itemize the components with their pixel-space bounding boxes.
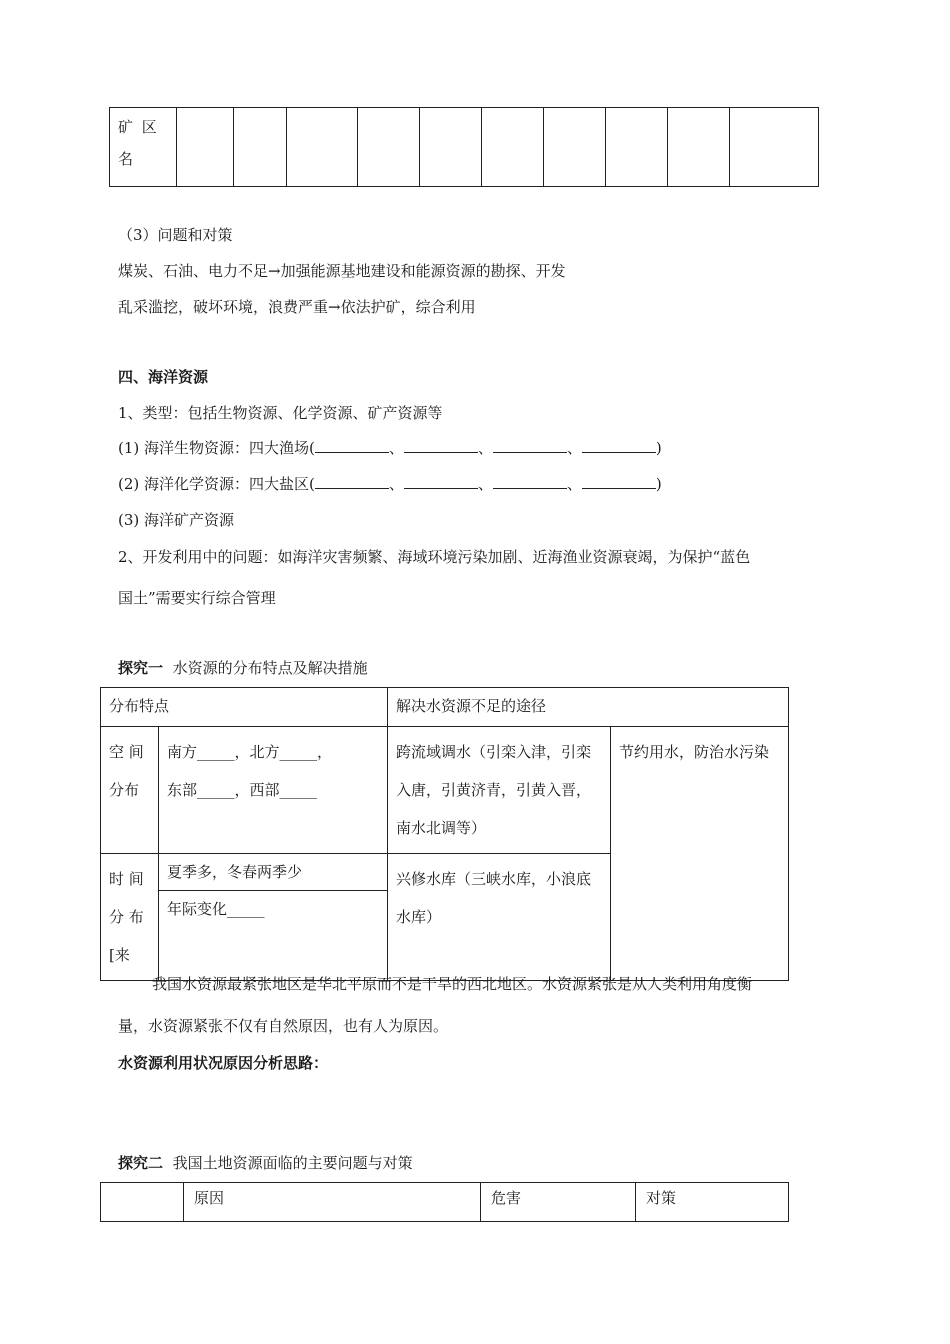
table-row: [101, 1183, 789, 1222]
separator: 、: [477, 439, 493, 457]
header-countermeasure: 对策: [636, 1183, 789, 1222]
mine-name-table: [109, 107, 819, 187]
header-distribution: 分布特点: [101, 688, 388, 727]
space-line1: 南方_____，北方_____，: [167, 743, 333, 761]
fishery-blank-3[interactable]: [493, 438, 567, 453]
section3-heading: （3）问题和对策: [118, 226, 233, 244]
row-label-line2: 名: [118, 150, 134, 168]
time-label: 时 间 分 布 [来: [101, 854, 159, 981]
ocean-problems-line1: 2、开发利用中的问题：如海洋灾害频繁、海域环境污染加剧、近海渔业资源衰竭，为保护“蓝色: [118, 548, 751, 566]
explore2-title: 我国土地资源面临的主要问题与对策: [172, 1154, 413, 1172]
land-resource-table: [100, 1182, 789, 1222]
space-label: 空 间 分布: [101, 727, 159, 854]
row-label-line1: 矿 区: [118, 118, 159, 136]
fishery-blank-4[interactable]: [582, 438, 656, 453]
row-label-cell: [110, 108, 177, 187]
fishery-blank-2[interactable]: [404, 438, 478, 453]
separator: 、: [388, 439, 404, 457]
table-cell: [420, 108, 482, 187]
explore1-label: 探究一: [118, 659, 164, 677]
table-cell: [730, 108, 819, 187]
close-paren: ): [655, 439, 662, 457]
fishery-blank-1[interactable]: [315, 438, 389, 453]
transfer-cell: 跨流域调水（引栾入津，引栾入唐，引黄济青，引黄入晋，南水北调等）: [388, 727, 611, 854]
table-cell: [177, 108, 234, 187]
table-cell: [482, 108, 544, 187]
header-cause: 原因: [184, 1183, 481, 1222]
explore1-title: 水资源的分布特点及解决措施: [172, 659, 368, 677]
explore2-heading: [118, 1152, 413, 1173]
ocean-types: 1、类型：包括生物资源、化学资源、矿产资源等: [118, 404, 443, 422]
separator: 、: [477, 475, 493, 493]
table-row: [110, 108, 819, 187]
ocean-chem-prefix: (2) 海洋化学资源：四大盐区(: [118, 475, 315, 493]
water-resource-table: [100, 687, 789, 981]
salt-blank-4[interactable]: [582, 474, 656, 489]
space-line2: 东部_____，西部_____: [167, 781, 318, 799]
ocean-bio-line: [118, 437, 662, 458]
header-solutions: 解决水资源不足的途径: [388, 688, 789, 727]
table-row: [101, 727, 789, 854]
ocean-mineral: (3) 海洋矿产资源: [118, 511, 235, 529]
save-water-cell: 节约用水，防治水污染: [611, 727, 789, 981]
separator: 、: [388, 475, 404, 493]
salt-blank-2[interactable]: [404, 474, 478, 489]
water-note-line2: 量，水资源紧张不仅有自然原因，也有人为原因。: [118, 1017, 449, 1035]
ocean-bio-prefix: (1) 海洋生物资源：四大渔场(: [118, 439, 315, 457]
header-harm: 危害: [481, 1183, 636, 1222]
table-cell: [358, 108, 420, 187]
header-empty: [101, 1183, 184, 1222]
table-row: [101, 688, 789, 727]
ocean-problems-line2: 国土”需要实行综合管理: [118, 589, 276, 607]
table-cell: [668, 108, 730, 187]
section3-line1: 煤炭、石油、电力不足→加强能源基地建设和能源资源的勘探、开发: [118, 262, 566, 280]
separator: 、: [566, 439, 582, 457]
time-content: [159, 854, 388, 981]
section3-line2: 乱采滥挖，破坏环境，浪费严重→依法护矿，综合利用: [118, 298, 476, 316]
table-cell: [234, 108, 287, 187]
annual-text: 年际变化_____: [167, 900, 265, 918]
explore1-heading: [118, 657, 368, 678]
ocean-chem-line: [118, 473, 662, 494]
salt-blank-3[interactable]: [493, 474, 567, 489]
table-cell: [606, 108, 668, 187]
table-cell: [287, 108, 358, 187]
reservoir-cell: 兴修水库（三峡水库，小浪底水库）: [388, 854, 611, 981]
ocean-title: 四、海洋资源: [118, 368, 209, 386]
space-content: [159, 727, 388, 854]
water-note-line1: 我国水资源最紧张地区是华北平原而不是干旱的西北地区。水资源紧张是从人类利用角度衡: [152, 975, 753, 993]
explore2-label: 探究二: [118, 1154, 164, 1172]
salt-blank-1[interactable]: [315, 474, 389, 489]
table-cell: [544, 108, 606, 187]
analysis-heading: 水资源利用状况原因分析思路：: [118, 1054, 329, 1072]
separator: 、: [566, 475, 582, 493]
seasonal-text: 夏季多，冬春两季少: [159, 854, 387, 891]
close-paren: ): [655, 475, 662, 493]
